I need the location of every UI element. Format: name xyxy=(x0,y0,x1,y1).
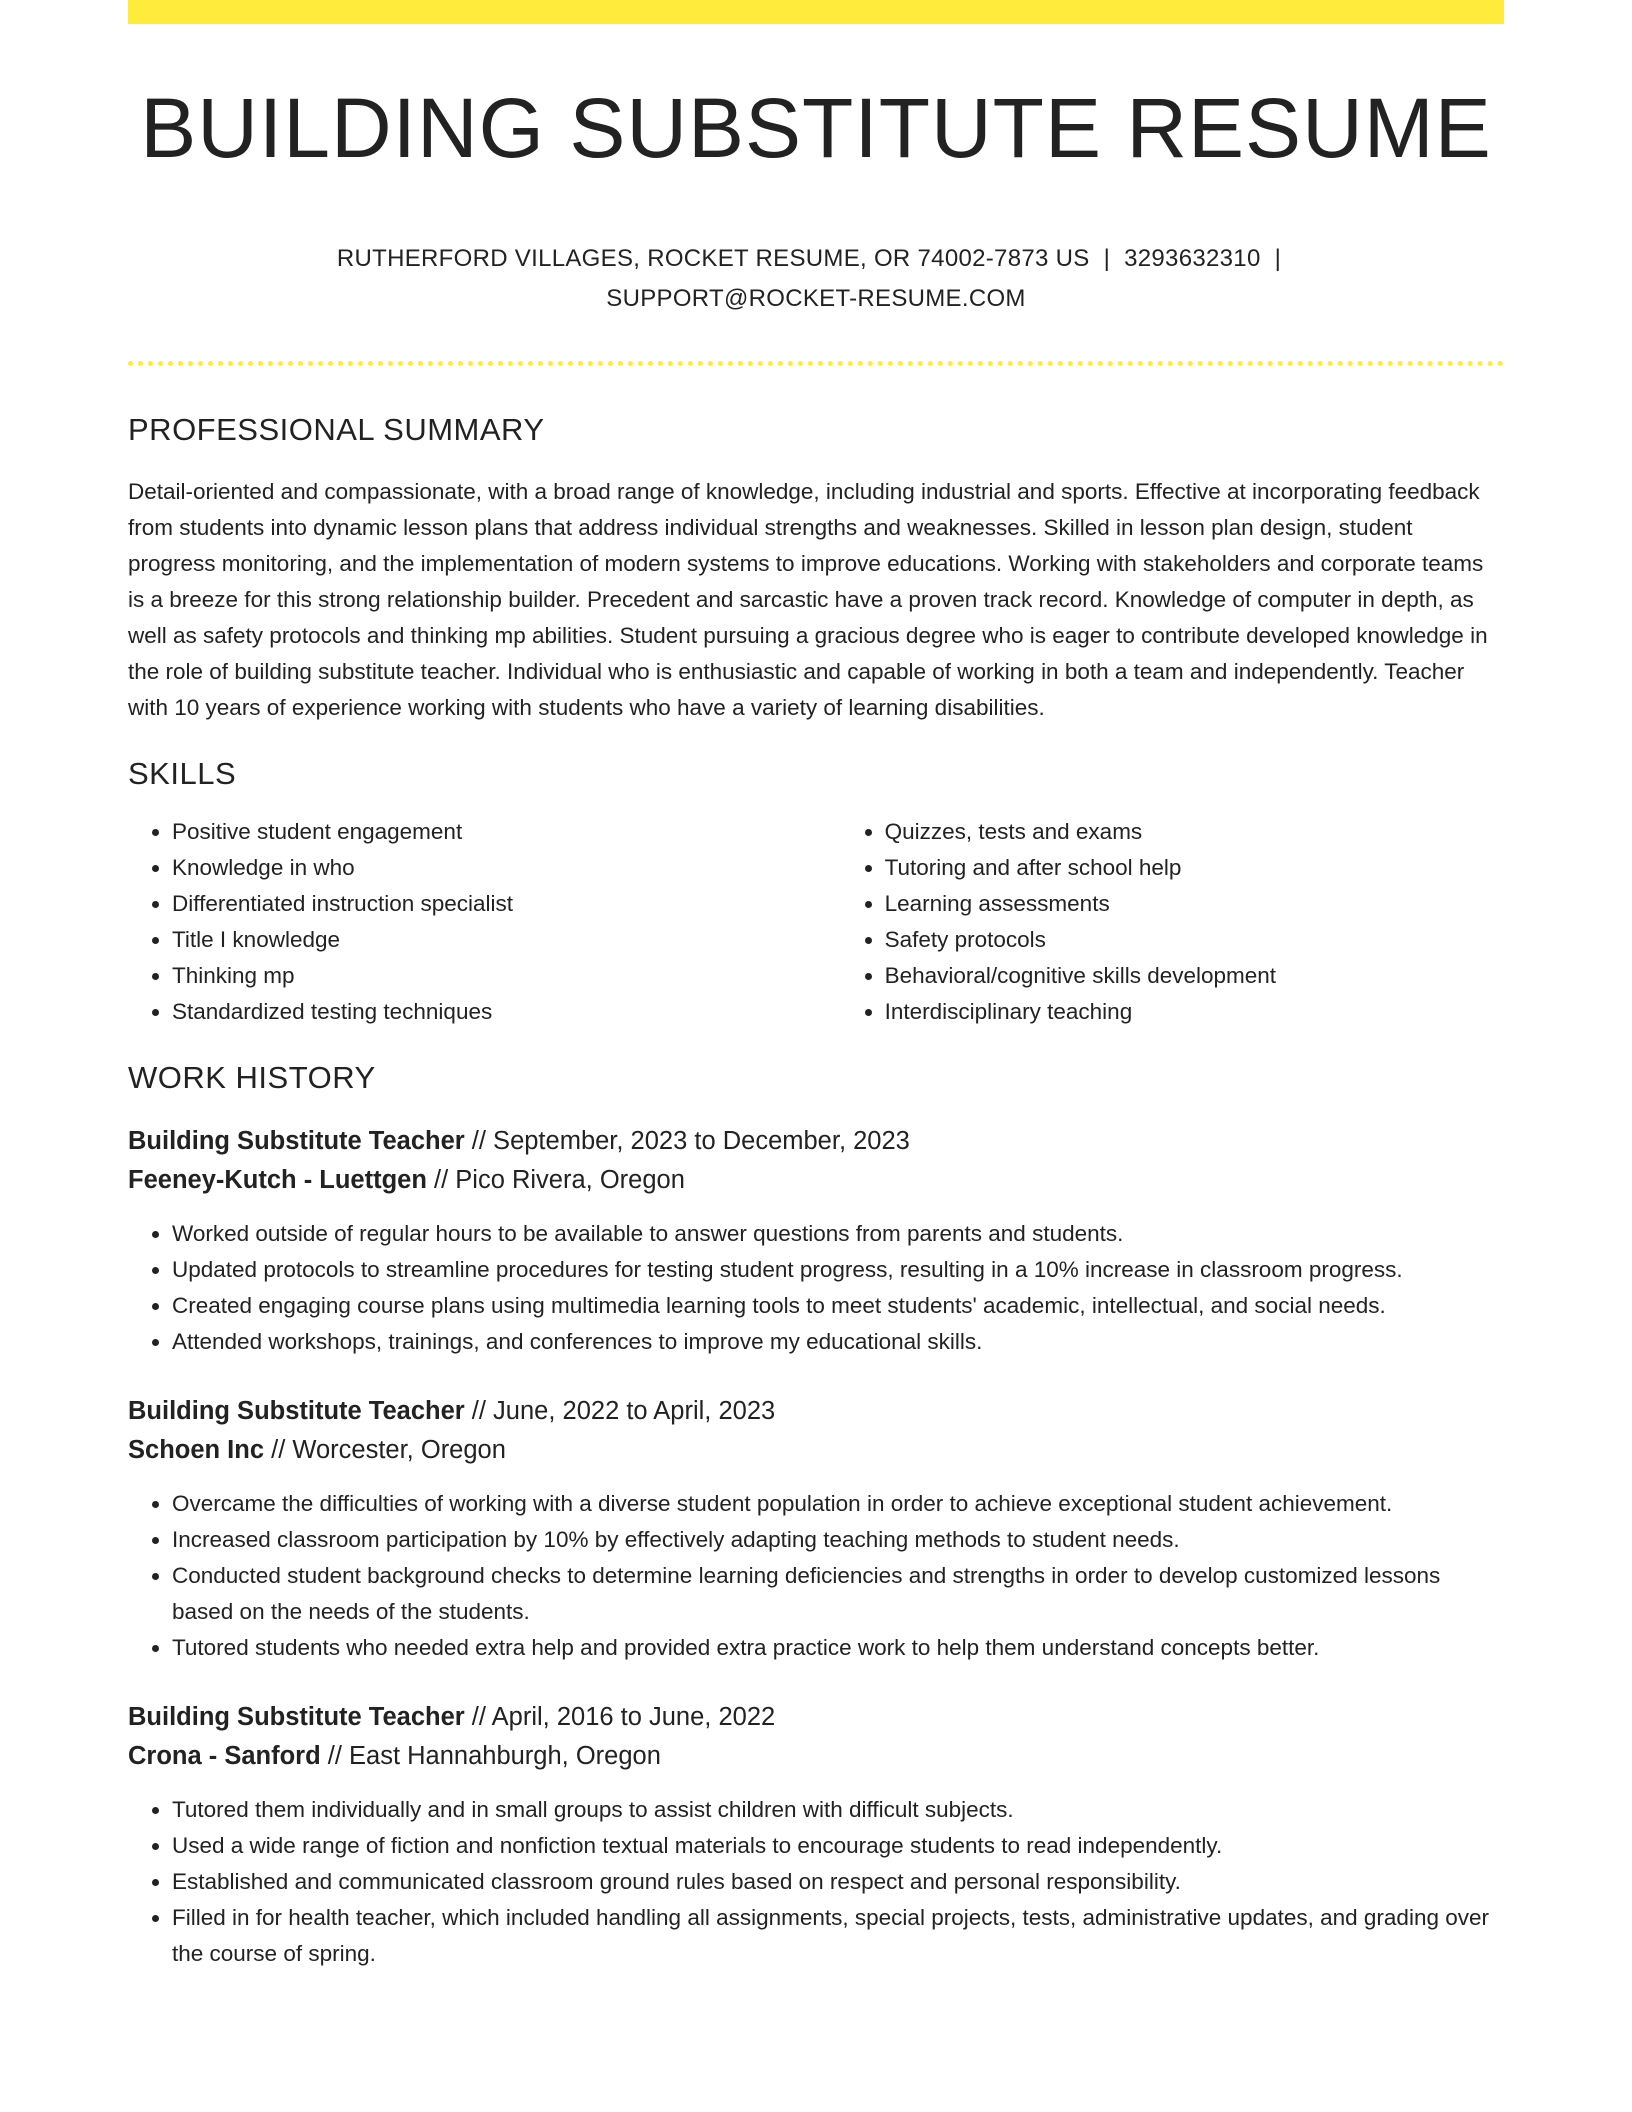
job-bullet: • Filled in for health teacher, which included handling all assignments, special projects, tests, administrative updates, and grading over the course of spring. xyxy=(172,1900,1504,1972)
job-location: // East Hannahburgh, Oregon xyxy=(320,1741,661,1770)
summary-text: Detail-oriented and compassionate, with a broad range of knowledge, including industrial and sports. Effective at incorporating feedback from students into dynamic lesson plans that address individual strengths and weaknesses. Skilled in lesson plan design, student progress monitoring, and the implementation of modern systems to improve educations. Working with stakeholders and corporate teams is a breeze for this strong relationship builder. Precedent and sarcastic have a proven track record. Knowledge of computer in depth, as well as safety protocols and thinking mp abilities. Student pursuing a gracious degree who is eager to contribute developed knowledge in the role of building substitute teacher. Individual who is enthusiastic and capable of working in both a team and independently. Teacher with 10 years of experience working with students who have a variety of learning disabilities. xyxy=(128,478,1488,720)
job-bullet: • Attended workshops, trainings, and conferences to improve my educational skills. xyxy=(172,1324,1504,1360)
job-bullet: • Created engaging course plans using multimedia learning tools to meet students' academic, intellectual, and social needs. xyxy=(172,1288,1504,1324)
job-company: Crona - Sanford xyxy=(128,1741,321,1770)
skills-list-right xyxy=(841,814,1504,1030)
job-company-line xyxy=(128,1161,1504,1200)
skill-item: • Behavioral/cognitive skills development xyxy=(885,958,1504,994)
job-bullet: • Increased classroom participation by 10% by effectively adapting teaching methods to student needs. xyxy=(172,1522,1504,1558)
skill-item: • Interdisciplinary teaching xyxy=(885,994,1504,1030)
contact-address: RUTHERFORD VILLAGES, ROCKET RESUME, OR 74002-7873 US xyxy=(336,244,1090,272)
job-bullet: • Established and communicated classroom ground rules based on respect and personal responsibility. xyxy=(172,1864,1504,1900)
job-company: Feeney-Kutch - Luettgen xyxy=(128,1165,427,1194)
job-bullet: • Tutored them individually and in small groups to assist children with difficult subjects. xyxy=(172,1792,1504,1828)
job-company: Schoen Inc xyxy=(128,1435,265,1464)
job-location: // Worcester, Oregon xyxy=(264,1435,506,1464)
job-entry xyxy=(128,1392,1504,1666)
job-bullet: • Tutored students who needed extra help and provided extra practice work to help them understand concepts better. xyxy=(172,1630,1504,1666)
work-history-heading: WORK HISTORY xyxy=(128,1059,376,1095)
job-bullets xyxy=(128,1792,1504,1972)
skill-item: • Learning assessments xyxy=(885,886,1504,922)
job-bullet: • Overcame the difficulties of working with a diverse student population in order to achieve exceptional student achievement. xyxy=(172,1486,1504,1522)
contact-phone: 3293632310 xyxy=(1124,244,1261,272)
skill-item: • Tutoring and after school help xyxy=(885,850,1504,886)
job-bullet: • Updated protocols to streamline procedures for testing student progress, resulting in a 10% increase in classroom progress. xyxy=(172,1252,1504,1288)
job-dates: // April, 2016 to June, 2022 xyxy=(464,1702,776,1731)
skills-section xyxy=(128,754,1504,1030)
job-bullet: • Conducted student background checks to determine learning deficiencies and strengths in order to develop customized lessons based on the needs of the students. xyxy=(172,1558,1504,1630)
job-bullet: • Used a wide range of fiction and nonfiction textual materials to encourage students to read independently. xyxy=(172,1828,1504,1864)
job-bullet: • Worked outside of regular hours to be available to answer questions from parents and students. xyxy=(172,1216,1504,1252)
skills-list-left xyxy=(128,814,841,1030)
job-title: Building Substitute Teacher xyxy=(128,1126,465,1155)
job-title-line xyxy=(128,1392,1504,1431)
skill-item: • Knowledge in who xyxy=(172,850,841,886)
contact-info xyxy=(128,239,1504,319)
resume-title: BUILDING SUBSTITUTE RESUME xyxy=(140,81,1492,175)
job-dates: // September, 2023 to December, 2023 xyxy=(464,1126,910,1155)
contact-email: SUPPORT@ROCKET-RESUME.COM xyxy=(606,284,1026,312)
job-entry xyxy=(128,1122,1504,1360)
job-bullets xyxy=(128,1486,1504,1666)
skill-item: • Safety protocols xyxy=(885,922,1504,958)
skill-item: • Positive student engagement xyxy=(172,814,841,850)
job-company-line xyxy=(128,1737,1504,1776)
skills-grid xyxy=(128,814,1504,1030)
work-history-section xyxy=(128,1058,1504,1972)
skill-item: • Title I knowledge xyxy=(172,922,841,958)
job-dates: // June, 2022 to April, 2023 xyxy=(464,1396,776,1425)
skill-item: • Differentiated instruction specialist xyxy=(172,886,841,922)
job-bullets xyxy=(128,1216,1504,1360)
job-title: Building Substitute Teacher xyxy=(128,1702,465,1731)
contact-separator: | xyxy=(1103,244,1111,272)
job-entry xyxy=(128,1698,1504,1972)
job-title-line xyxy=(128,1122,1504,1161)
skill-item: • Standardized testing techniques xyxy=(172,994,841,1030)
summary-section xyxy=(128,410,1504,726)
job-location: // Pico Rivera, Oregon xyxy=(426,1165,685,1194)
skill-item: • Thinking mp xyxy=(172,958,841,994)
job-company-line xyxy=(128,1431,1504,1470)
summary-heading: PROFESSIONAL SUMMARY xyxy=(128,411,545,447)
skills-heading: SKILLS xyxy=(128,755,237,791)
job-title: Building Substitute Teacher xyxy=(128,1396,465,1425)
job-title-line xyxy=(128,1698,1504,1737)
top-accent-bar xyxy=(128,0,1504,24)
resume-page xyxy=(128,0,1504,1972)
contact-separator: | xyxy=(1274,244,1282,272)
dotted-divider xyxy=(128,361,1504,366)
skill-item: • Quizzes, tests and exams xyxy=(885,814,1504,850)
